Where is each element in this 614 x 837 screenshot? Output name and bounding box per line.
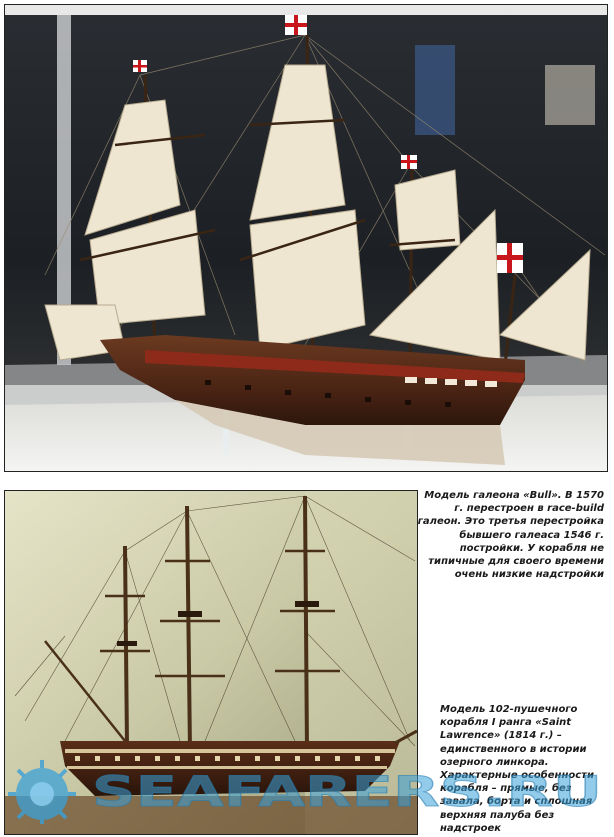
caption-galleon-bull: Модель галеона «Bull». В 1570 г. перестроен в race-build галеон. Это третья перестройка бывшего галеаса 1546 г. постройки. У корабля не типичные для своего времени очень низкие надстройки xyxy=(417,490,604,581)
caption-saint-lawrence: Модель 102-пушечного корабля I ранга «Saint Lawrence» (1814 г.) – единственного в истории озерного линкора. Характерные особенности корабля – прямые, без завала, борта и сплошная верхняя палуба без надстроек xyxy=(440,704,594,834)
saint-lawrence-model-photo xyxy=(4,490,418,835)
galleon-bull-model-photo xyxy=(4,4,608,472)
svg-text:SEAFARERS.RU: SEAFARERS.RU xyxy=(92,767,602,816)
